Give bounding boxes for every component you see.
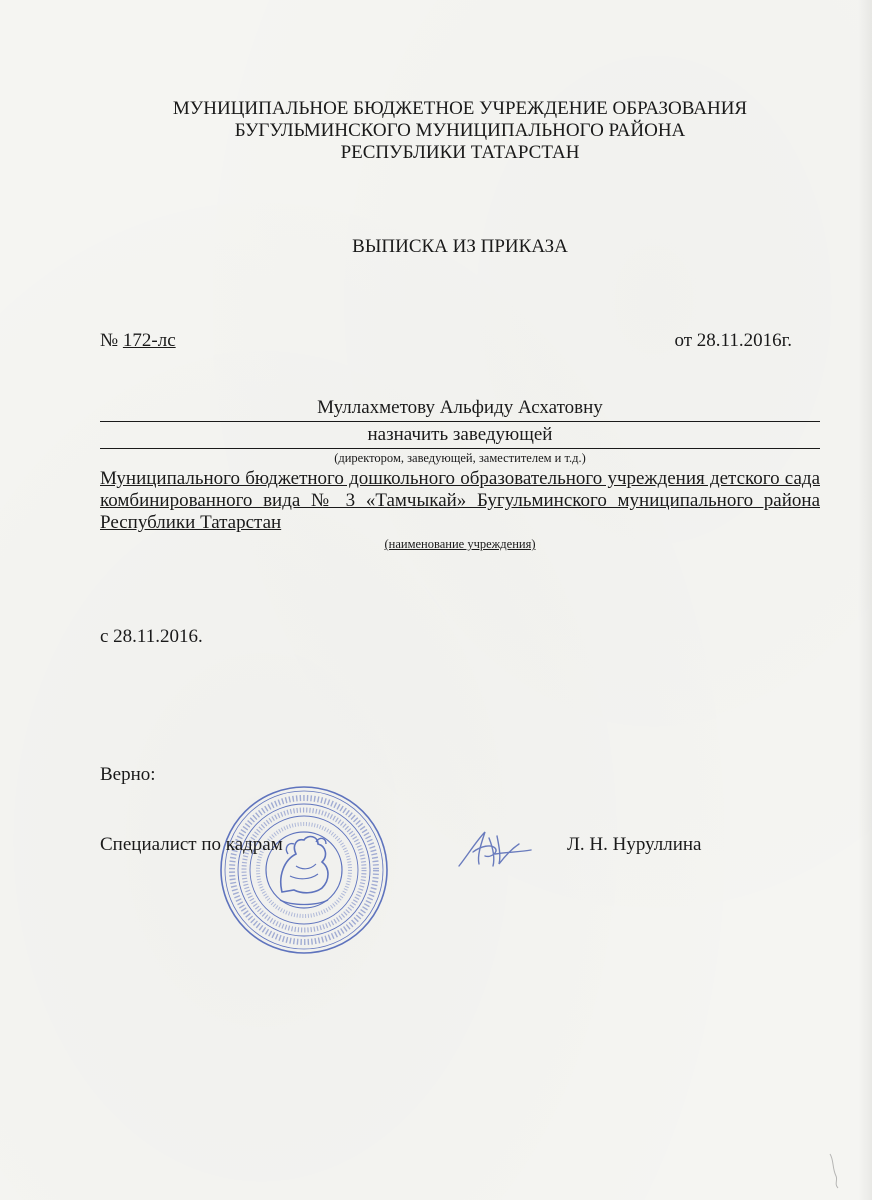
verified-label: Верно: — [100, 764, 156, 785]
effective-date: с 28.11.2016. — [100, 626, 203, 647]
action-hint: (директором, заведующей, заместителем и т.д.) — [334, 451, 586, 465]
handwritten-signature-icon — [455, 826, 533, 872]
order-number-value: 172-лс — [122, 330, 176, 351]
order-number — [100, 330, 176, 352]
appointee-name: Муллахметову Альфиду Асхатовну — [100, 397, 820, 422]
signer-name: Л. Н. Нуруллина — [567, 834, 702, 855]
official-stamp-icon — [218, 784, 390, 956]
institution-hint: (наименование учреждения) — [384, 537, 536, 551]
specialist-position: Специалист по кадрам — [100, 834, 283, 855]
page-edge-shadow — [858, 0, 872, 1200]
scan-mark-icon — [826, 1150, 846, 1190]
order-date: от 28.11.2016г. — [674, 330, 792, 351]
organization-header — [100, 98, 820, 164]
header-line-3: РЕСПУБЛИКИ ТАТАРСТАН — [340, 142, 580, 163]
institution-name: Муниципального бюджетного дошкольного образовательного учреждения детского сада комбинированного вида № 3 «Тамчыкай» Бугульминского муниципального района Республики Татарстан — [100, 468, 820, 533]
appointee-action: назначить заведующей — [100, 424, 820, 449]
document-title: ВЫПИСКА ИЗ ПРИКАЗА — [352, 236, 568, 257]
header-line-1: МУНИЦИПАЛЬНОЕ БЮДЖЕТНОЕ УЧРЕЖДЕНИЕ ОБРАЗОВАНИЯ — [172, 98, 748, 119]
header-line-2: БУГУЛЬМИНСКОГО МУНИЦИПАЛЬНОГО РАЙОНА — [234, 120, 686, 141]
order-number-prefix: № — [100, 330, 123, 351]
